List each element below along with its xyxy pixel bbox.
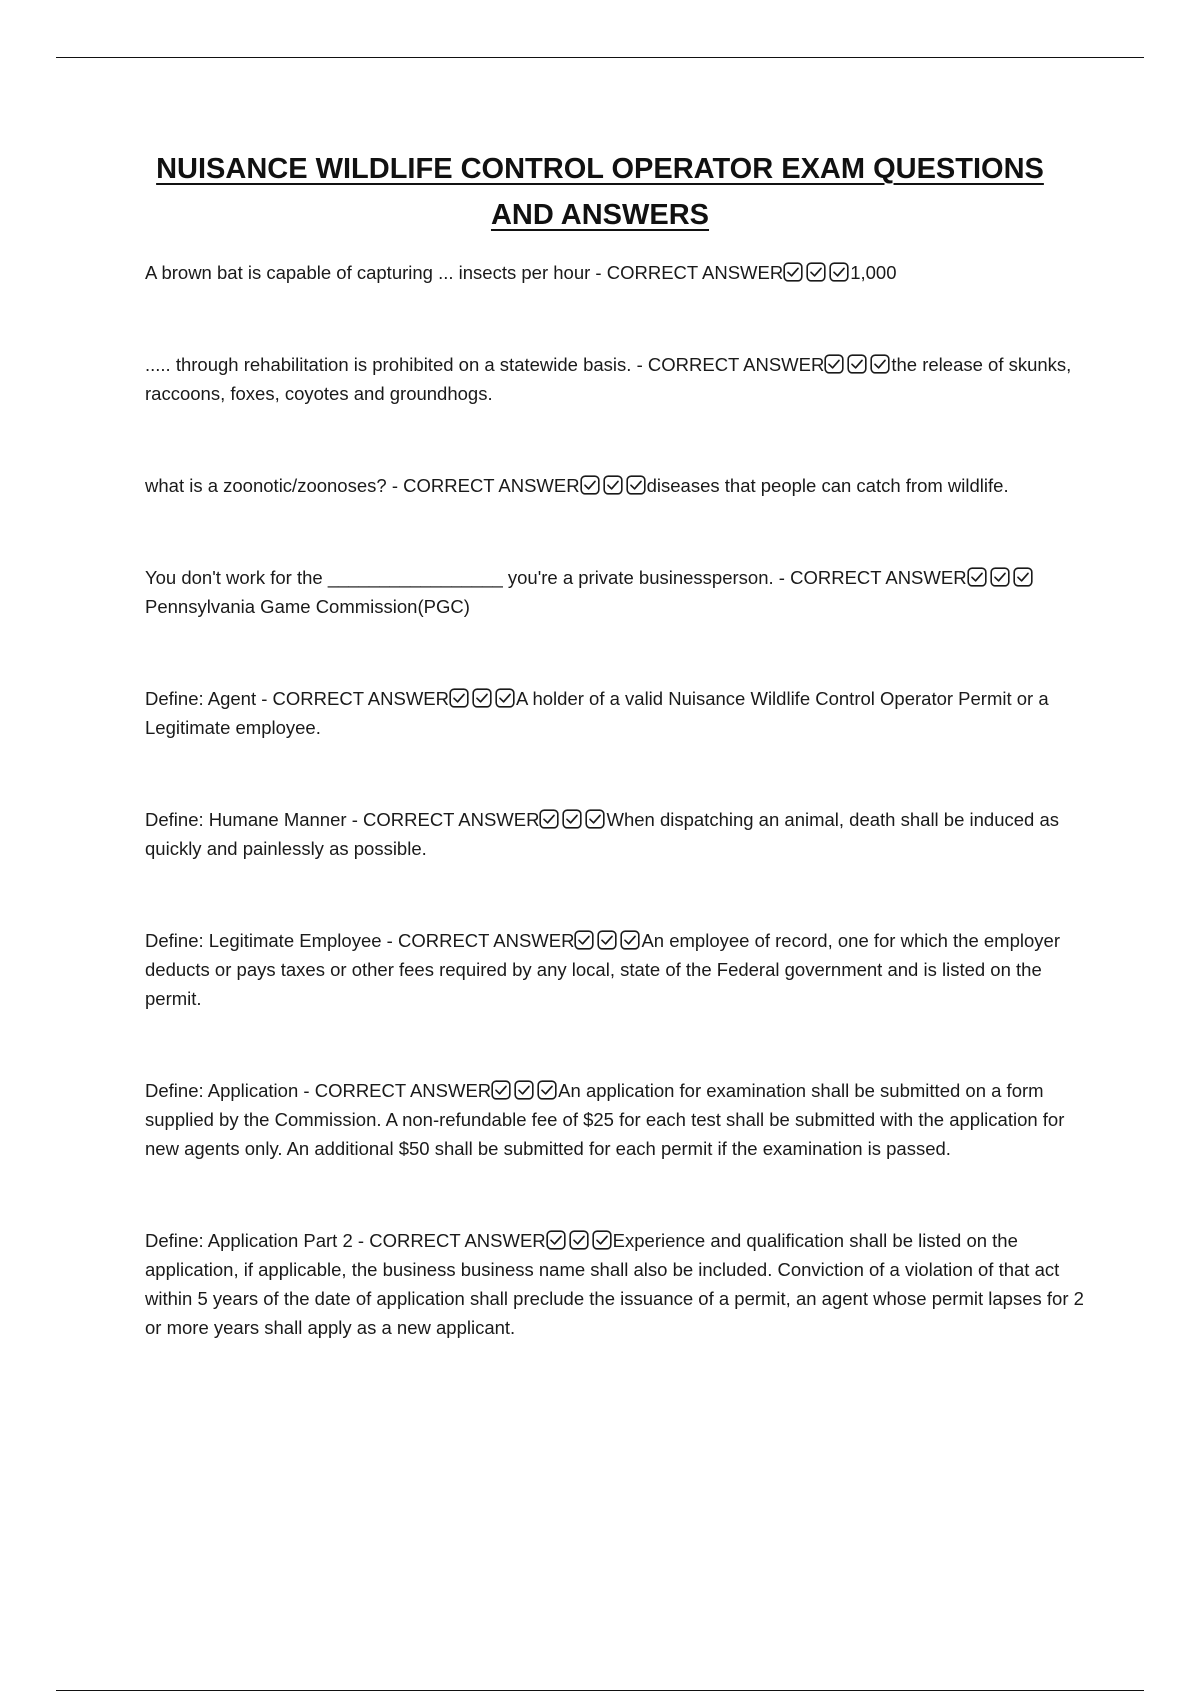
qa-item [145, 258, 1100, 287]
checkbox-checked-icon [491, 1080, 511, 1100]
title-line-1: NUISANCE WILDLIFE CONTROL OPERATOR EXAM QUESTIONS [156, 153, 1044, 185]
answer-marker: CORRECT ANSWER [369, 1230, 546, 1251]
answer-marker: CORRECT ANSWER [790, 567, 967, 588]
qa-item [145, 1226, 1100, 1342]
check-group [824, 354, 890, 374]
separator: - [386, 475, 404, 496]
qa-item [145, 350, 1100, 408]
answer-marker: CORRECT ANSWER [363, 809, 540, 830]
check-group [783, 262, 849, 282]
checkbox-checked-icon [626, 475, 646, 495]
check-group [574, 930, 640, 950]
answer-text: An employee of record, one for which the employer deducts or pays taxes or other fees required by any local, state of the Federal government and is listed on the permit. [145, 930, 1060, 1009]
qa-list [145, 258, 1100, 1405]
answer-text: diseases that people can catch from wildlife. [646, 475, 1009, 496]
title-line-2: AND ANSWERS [490, 199, 710, 231]
checkbox-checked-icon [967, 567, 987, 587]
checkbox-checked-icon [620, 930, 640, 950]
checkbox-checked-icon [597, 930, 617, 950]
answer-marker: CORRECT ANSWER [606, 262, 784, 283]
checkbox-checked-icon [580, 475, 600, 495]
question-text: You don't work for the _________________ you're a private businessperson. [145, 567, 774, 588]
separator: - [256, 688, 273, 709]
question-text: ..... through rehabilitation is prohibited on a statewide basis. [145, 354, 632, 375]
checkbox-checked-icon [783, 262, 803, 282]
qa-item [145, 563, 1100, 621]
bottom-rule [56, 1690, 1144, 1691]
top-rule [56, 57, 1144, 58]
checkbox-checked-icon [806, 262, 826, 282]
check-group [449, 688, 515, 708]
separator: - [590, 262, 607, 283]
check-group [491, 1080, 557, 1100]
checkbox-checked-icon [1013, 567, 1033, 587]
answer-text: An application for examination shall be submitted on a form supplied by the Commission. A non-refundable fee of $25 for each test shall be submitted with the application for new agents only. An additional $50 shall be submitted for each permit if the examination is passed. [145, 1080, 1065, 1159]
separator: - [352, 1230, 370, 1251]
answer-text: When dispatching an animal, death shall be induced as quickly and painlessly as possible. [145, 809, 1060, 859]
separator: - [773, 567, 791, 588]
checkbox-checked-icon [539, 809, 559, 829]
checkbox-checked-icon [569, 1230, 589, 1250]
answer-text: Pennsylvania Game Commission(PGC) [145, 596, 470, 617]
answer-text: the release of skunks, raccoons, foxes, coyotes and groundhogs. [145, 354, 1072, 404]
answer-marker: CORRECT ANSWER [403, 475, 580, 496]
checkbox-checked-icon [537, 1080, 557, 1100]
checkbox-checked-icon [514, 1080, 534, 1100]
checkbox-checked-icon [546, 1230, 566, 1250]
qa-item [145, 684, 1100, 742]
separator: - [631, 354, 648, 375]
answer-marker: CORRECT ANSWER [397, 930, 575, 951]
checkbox-checked-icon [847, 354, 867, 374]
checkbox-checked-icon [585, 809, 605, 829]
page-title [100, 146, 1100, 238]
checkbox-checked-icon [449, 688, 469, 708]
answer-marker: CORRECT ANSWER [647, 354, 825, 375]
qa-item [145, 926, 1100, 1013]
question-text: Define: Agent [145, 688, 257, 709]
answer-text: A holder of a valid Nuisance Wildlife Control Operator Permit or a Legitimate employee. [145, 688, 1049, 738]
check-group [580, 475, 646, 495]
check-group [546, 1230, 612, 1250]
answer-marker: CORRECT ANSWER [272, 688, 450, 709]
answer-text: 1,000 [850, 262, 897, 283]
question-text: Define: Application Part 2 [145, 1230, 353, 1251]
answer-marker: CORRECT ANSWER [314, 1080, 492, 1101]
qa-item [145, 471, 1100, 500]
question-text: Define: Application [145, 1080, 299, 1101]
separator: - [298, 1080, 315, 1101]
checkbox-checked-icon [495, 688, 515, 708]
check-group [539, 809, 605, 829]
checkbox-checked-icon [562, 809, 582, 829]
checkbox-checked-icon [990, 567, 1010, 587]
checkbox-checked-icon [472, 688, 492, 708]
check-group [967, 567, 1033, 587]
checkbox-checked-icon [603, 475, 623, 495]
checkbox-checked-icon [870, 354, 890, 374]
checkbox-checked-icon [829, 262, 849, 282]
question-text: Define: Humane Manner [145, 809, 347, 830]
qa-item [145, 805, 1100, 863]
question-text: what is a zoonotic/zoonoses? [145, 475, 387, 496]
separator: - [346, 809, 364, 830]
question-text: Define: Legitimate Employee [145, 930, 382, 951]
checkbox-checked-icon [824, 354, 844, 374]
separator: - [381, 930, 398, 951]
answer-text: Experience and qualification shall be listed on the application, if applicable, the business business name shall also be included. Conviction of a violation of that act within 5 years of the date of application shall preclude the issuance of a permit, an agent whose permit lapses for 2 or more years shall apply as a new applicant. [145, 1230, 1084, 1338]
question-text: A brown bat is capable of capturing ... insects per hour [145, 262, 591, 283]
qa-item [145, 1076, 1100, 1163]
checkbox-checked-icon [592, 1230, 612, 1250]
checkbox-checked-icon [574, 930, 594, 950]
